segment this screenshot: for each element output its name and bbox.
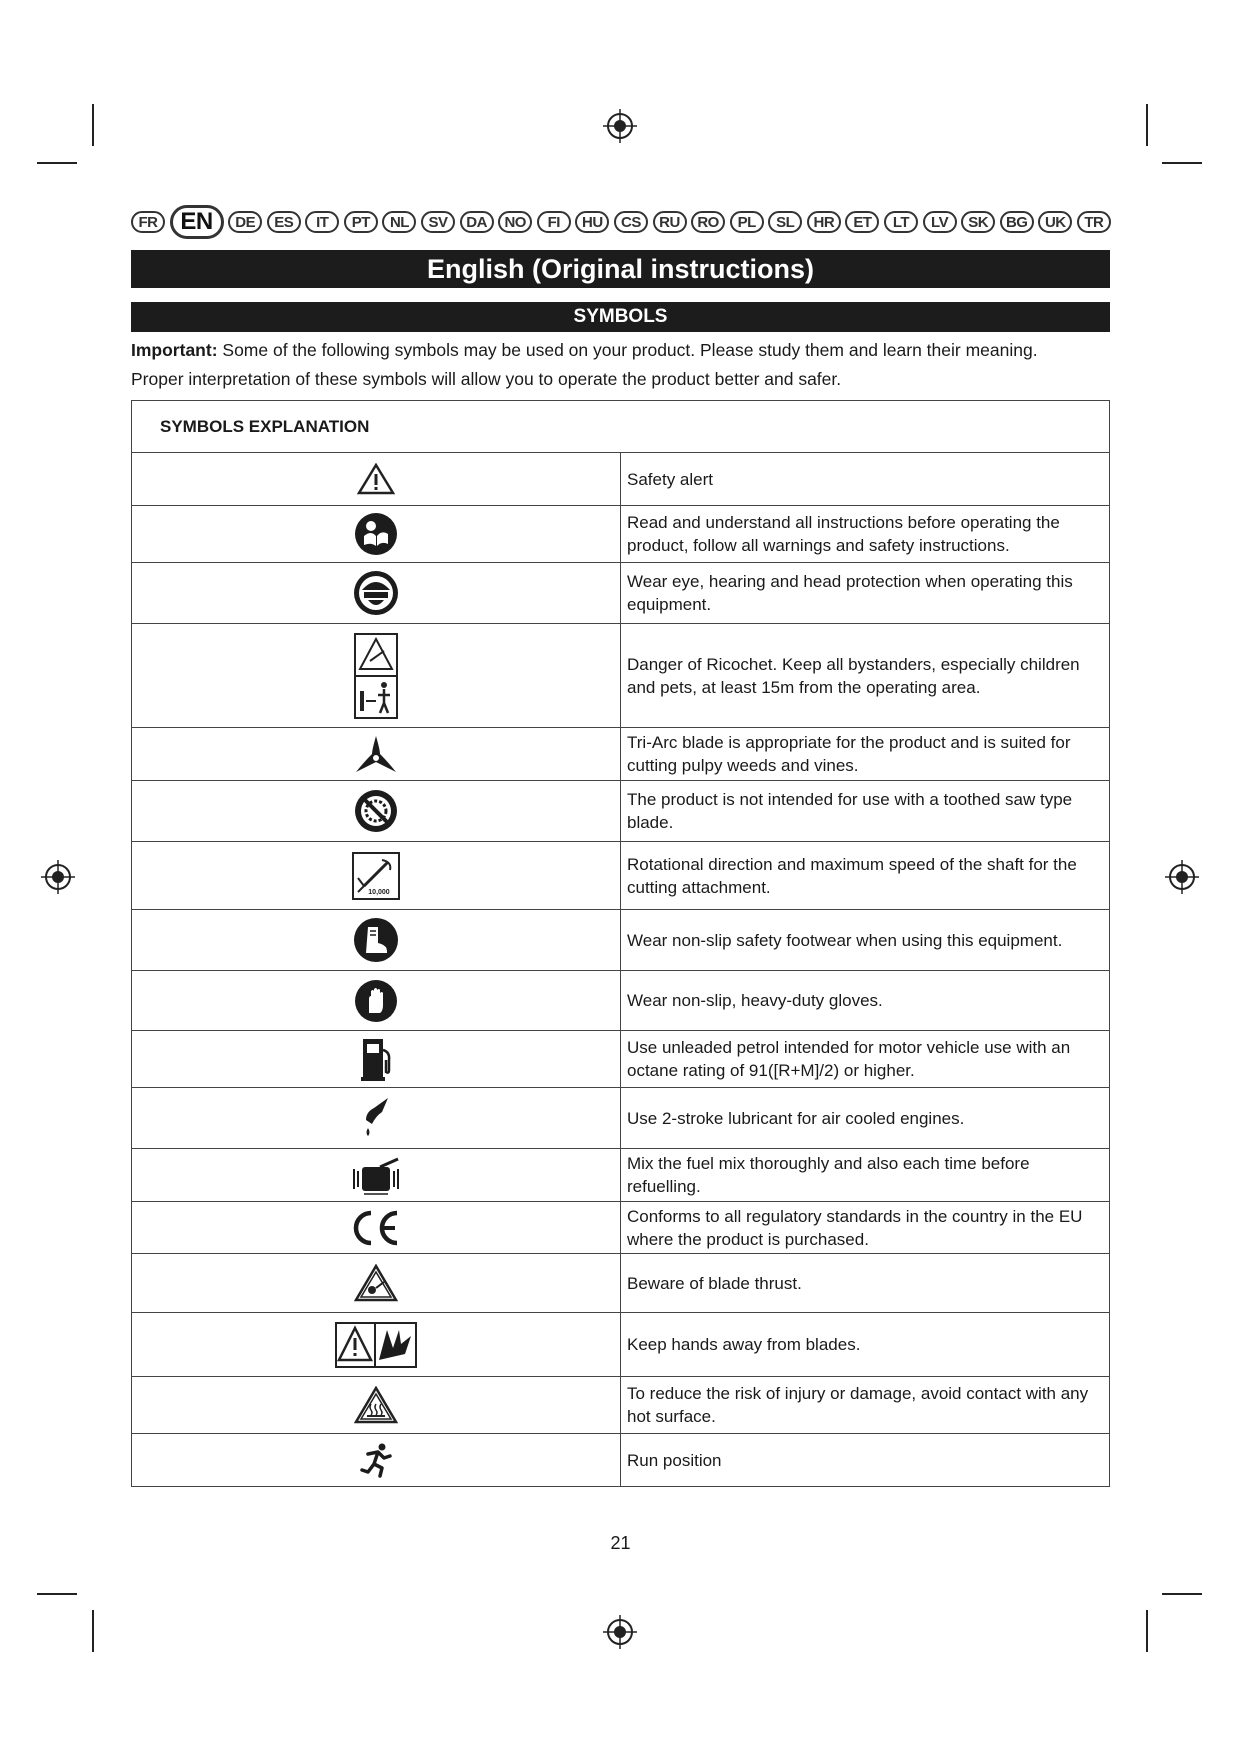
rotation-speed-icon <box>352 852 400 900</box>
intro-text <box>131 336 1131 394</box>
symbol-description: Run position <box>621 1434 1110 1487</box>
language-tr[interactable]: TR <box>1077 211 1111 233</box>
section-title: SYMBOLS <box>131 302 1110 332</box>
fuel-pump-icon <box>359 1036 393 1082</box>
symbol-description: Read and understand all instructions before operating the product, follow all warnings and safety instructions. <box>621 506 1110 563</box>
table-row <box>132 910 1110 971</box>
language-es[interactable]: ES <box>267 211 301 233</box>
crop-mark <box>1146 1610 1148 1652</box>
page-title: English (Original instructions) <box>131 250 1110 288</box>
symbol-description: Wear non-slip safety footwear when using this equipment. <box>621 910 1110 971</box>
important-label: Important: <box>131 340 218 360</box>
hot-surface-icon <box>354 1386 398 1424</box>
table-row <box>132 624 1110 728</box>
language-bg[interactable]: BG <box>1000 211 1034 233</box>
intro-line-2: Proper interpretation of these symbols will allow you to operate the product better and safer. <box>131 369 842 389</box>
language-uk[interactable]: UK <box>1038 211 1072 233</box>
crop-mark <box>37 1593 77 1595</box>
head-protection-icon <box>353 570 399 616</box>
oil-drop-icon <box>360 1094 392 1142</box>
symbol-description: To reduce the risk of injury or damage, avoid contact with any hot surface. <box>621 1377 1110 1434</box>
table-row <box>132 971 1110 1031</box>
warning-triangle-icon <box>357 463 395 495</box>
symbol-description: The product is not intended for use with a toothed saw type blade. <box>621 781 1110 842</box>
tri-arc-blade-icon <box>354 734 398 774</box>
language-it[interactable]: IT <box>305 211 339 233</box>
table-row <box>132 1149 1110 1202</box>
crop-mark <box>92 1610 94 1652</box>
table-row <box>132 1377 1110 1434</box>
shake-canister-icon <box>346 1155 406 1195</box>
table-row <box>132 506 1110 563</box>
language-hr[interactable]: HR <box>807 211 841 233</box>
table-row <box>132 1202 1110 1254</box>
symbol-description: Mix the fuel mix thoroughly and also each time before refuelling. <box>621 1149 1110 1202</box>
language-ru[interactable]: RU <box>653 211 687 233</box>
run-position-icon <box>360 1442 392 1478</box>
language-pl[interactable]: PL <box>730 211 764 233</box>
language-sk[interactable]: SK <box>961 211 995 233</box>
language-selector <box>131 205 1111 239</box>
language-ro[interactable]: RO <box>691 211 725 233</box>
symbol-description: Conforms to all regulatory standards in the country in the EU where the product is purchased. <box>621 1202 1110 1254</box>
crop-mark <box>37 162 77 164</box>
symbol-description: Keep hands away from blades. <box>621 1313 1110 1377</box>
safety-boot-icon <box>353 917 399 963</box>
rotation-speed-label: 10,000 <box>368 888 390 896</box>
symbol-description: Rotational direction and maximum speed of the shaft for the cutting attachment. <box>621 842 1110 910</box>
registration-mark-icon <box>41 860 75 894</box>
language-nl[interactable]: NL <box>382 211 416 233</box>
table-row <box>132 1031 1110 1088</box>
language-et[interactable]: ET <box>845 211 879 233</box>
table-row <box>132 1254 1110 1313</box>
language-sv[interactable]: SV <box>421 211 455 233</box>
crop-mark <box>1162 1593 1202 1595</box>
language-en[interactable]: EN <box>170 205 224 239</box>
table-row <box>132 1434 1110 1487</box>
table-row <box>132 1313 1110 1377</box>
language-hu[interactable]: HU <box>575 211 609 233</box>
table-row <box>132 781 1110 842</box>
symbol-description: Wear eye, hearing and head protection when operating this equipment. <box>621 563 1110 624</box>
gloves-icon <box>354 979 398 1023</box>
language-pt[interactable]: PT <box>344 211 378 233</box>
table-row <box>132 453 1110 506</box>
language-fi[interactable]: FI <box>537 211 571 233</box>
blade-thrust-icon <box>354 1264 398 1302</box>
language-lv[interactable]: LV <box>923 211 957 233</box>
table-header: SYMBOLS EXPLANATION <box>132 401 1110 453</box>
table-row <box>132 563 1110 624</box>
read-manual-icon <box>354 512 398 556</box>
language-lt[interactable]: LT <box>884 211 918 233</box>
language-de[interactable]: DE <box>228 211 262 233</box>
language-da[interactable]: DA <box>460 211 494 233</box>
hands-away-icon <box>335 1322 417 1368</box>
page-number: 21 <box>610 1533 631 1553</box>
symbol-description: Tri-Arc blade is appropriate for the product and is suited for cutting pulpy weeds and vines. <box>621 728 1110 781</box>
table-row <box>132 1088 1110 1149</box>
registration-mark-icon <box>1165 860 1199 894</box>
registration-mark-icon <box>603 109 637 143</box>
crop-mark <box>1146 104 1148 146</box>
registration-mark-icon <box>603 1615 637 1649</box>
symbol-description: Beware of blade thrust. <box>621 1254 1110 1313</box>
symbol-description: Use unleaded petrol intended for motor vehicle use with an octane rating of 91([R+M]/2) or higher. <box>621 1031 1110 1088</box>
intro-line-1: Some of the following symbols may be used on your product. Please study them and learn their meaning. <box>217 340 1038 360</box>
symbol-description: Use 2-stroke lubricant for air cooled engines. <box>621 1088 1110 1149</box>
symbol-description: Safety alert <box>621 453 1110 506</box>
symbol-description: Danger of Ricochet. Keep all bystanders, especially children and pets, at least 15m from the operating area. <box>621 624 1110 728</box>
no-saw-blade-icon <box>354 789 398 833</box>
ce-mark-icon <box>349 1209 403 1247</box>
table-row <box>132 728 1110 781</box>
crop-mark <box>1162 162 1202 164</box>
language-cs[interactable]: CS <box>614 211 648 233</box>
ricochet-bystanders-icon <box>354 633 398 719</box>
table-row <box>132 842 1110 910</box>
crop-mark <box>92 104 94 146</box>
language-fr[interactable]: FR <box>131 211 165 233</box>
language-sl[interactable]: SL <box>768 211 802 233</box>
symbols-table <box>131 400 1110 1487</box>
language-no[interactable]: NO <box>498 211 532 233</box>
symbol-description: Wear non-slip, heavy-duty gloves. <box>621 971 1110 1031</box>
